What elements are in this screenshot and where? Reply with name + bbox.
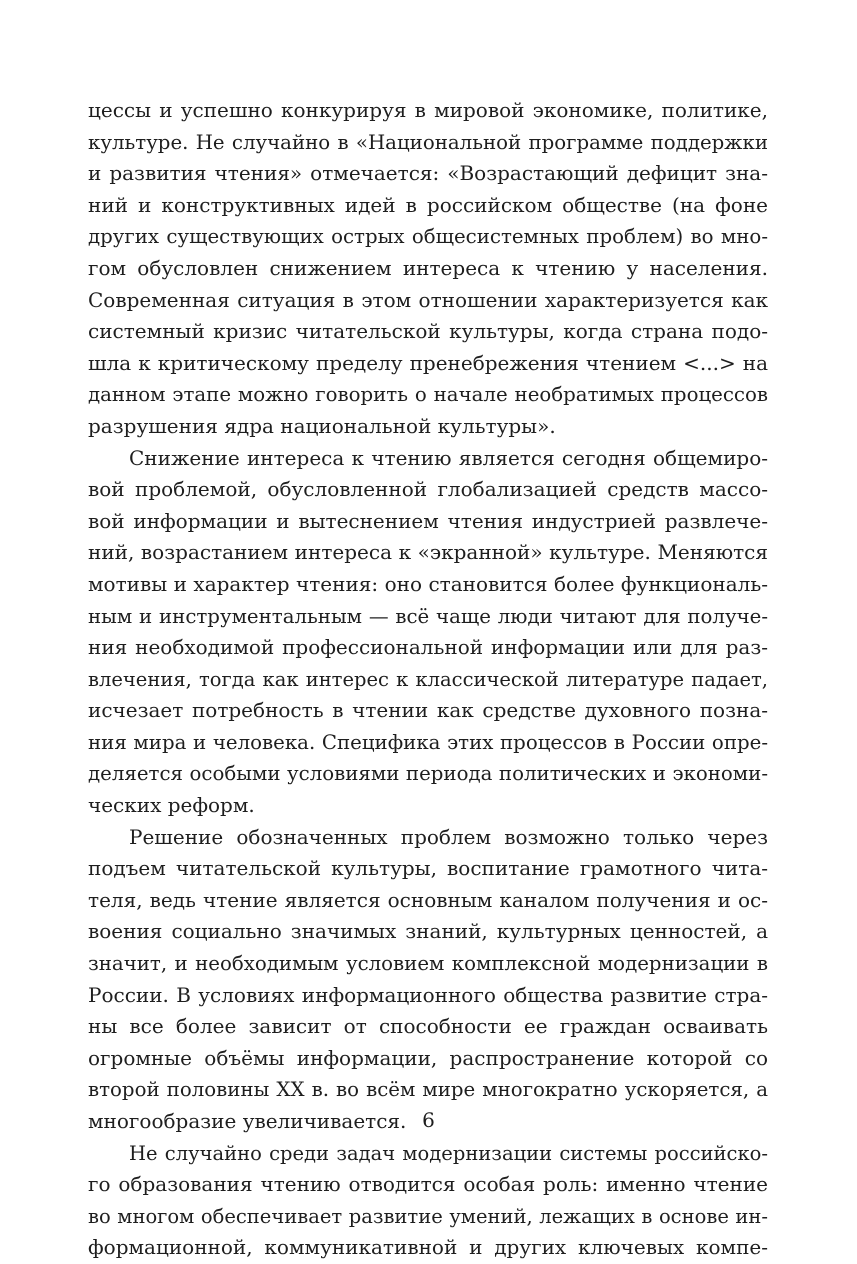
- text-line: деляется особыми условиями периода политических и экономи-: [88, 762, 768, 786]
- text-line: многообразие увеличивается.: [88, 1109, 407, 1133]
- text-line: второй половины XX в. во всём мире многократно ускоряется, а: [88, 1078, 768, 1102]
- text-line: шла к критическому пределу пренебрежения чтением <...> на: [88, 350, 768, 375]
- text-line: ний и конструктивных идей в российском обществе (на фоне: [88, 192, 768, 217]
- text-line: значит, и необходимым условием комплексной модернизации в: [88, 952, 768, 976]
- text-line: теля, ведь чтение является основным каналом получения и ос-: [88, 887, 768, 912]
- text-line: и развития чтения» отмечается: «Возрастающий дефицит зна-: [88, 161, 768, 186]
- text-line: вой проблемой, обусловленной глобализацией средств массо-: [88, 477, 768, 502]
- text-line: Современная ситуация в этом отношении характеризуется как: [88, 287, 768, 312]
- text-line: ны все более зависит от способности ее граждан осваивать: [88, 1014, 768, 1039]
- text-line: го образования чтению отводится особая роль: именно чтение: [88, 1172, 768, 1197]
- text-line: Решение обозначенных проблем возможно только через: [129, 824, 768, 849]
- text-line: ческих реформ.: [88, 793, 255, 818]
- text-line: вой информации и вытеснением чтения индустрией развлече-: [88, 508, 768, 533]
- text-line: формационной, коммуникативной и других ключевых компе-: [88, 1235, 768, 1260]
- text-line: влечения, тогда как интерес к классической литературе падает,: [88, 667, 768, 691]
- page-number: 6: [422, 1108, 435, 1132]
- text-line: исчезает потребность в чтении как средстве духовного позна-: [88, 698, 768, 723]
- text-line: разрушения ядра национальной культуры».: [88, 413, 556, 438]
- text-line: мотивы и характер чтения: оно становится более функциональ-: [88, 571, 768, 596]
- text-line: во многом обеспечивает развитие умений, лежащих в основе ин-: [88, 1204, 768, 1228]
- text-line: ным и инструментальным — всё чаще люди читают для получе-: [88, 604, 768, 628]
- text-line: культуре. Не случайно в «Национальной программе поддержки: [88, 130, 768, 154]
- body-text: [88, 95, 768, 1264]
- text-line: России. В условиях информационного общества развитие стра-: [88, 982, 768, 1007]
- text-line: гом обусловлен снижением интереса к чтению у населения.: [88, 255, 768, 280]
- text-line: ний, возрастанием интереса к «экранной» культуре. Меняются: [88, 540, 768, 565]
- text-line: Снижение интереса к чтению является сегодня общемиро-: [129, 445, 768, 470]
- text-line: ния мира и человека. Специфика этих процессов в России опре-: [88, 730, 768, 754]
- text-line: Не случайно среди задач модернизации системы российско-: [129, 1141, 768, 1165]
- text-line: ния необходимой профессиональной информации или для раз-: [88, 635, 768, 660]
- text-line: цессы и успешно конкурируя в мировой экономике, политике,: [88, 98, 768, 122]
- text-line: системный кризис читательской культуры, когда страна подо-: [88, 319, 768, 344]
- text-line: огромные объёмы информации, распространение которой со: [88, 1045, 768, 1070]
- text-line: других существующих острых общесистемных проблем) во мно-: [88, 225, 768, 249]
- text-line: подъем читательской культуры, воспитание грамотного чита-: [88, 856, 768, 881]
- text-line: данном этапе можно говорить о начале необратимых процессов: [88, 383, 768, 407]
- text-line: воения социально значимых знаний, культурных ценностей, а: [88, 919, 768, 944]
